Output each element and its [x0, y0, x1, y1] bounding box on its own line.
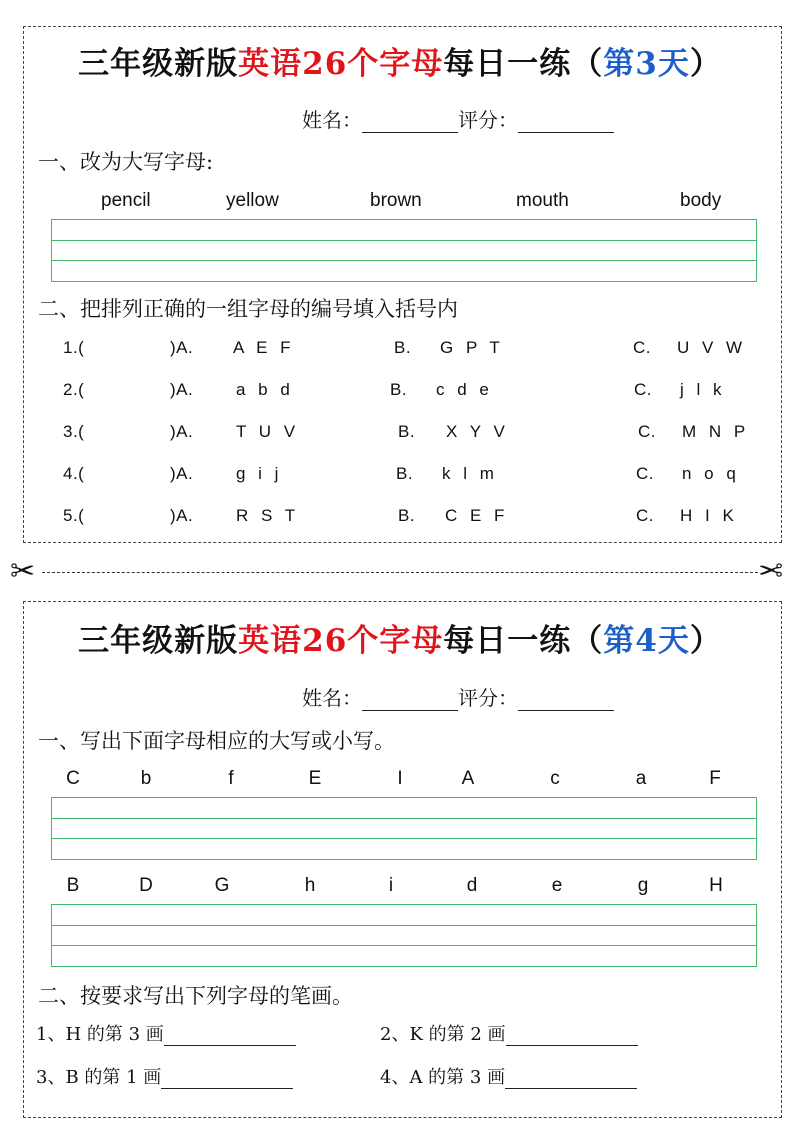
letter: F — [709, 768, 721, 789]
answer-bracket-close: )A. — [170, 464, 194, 483]
option-c: H I K — [680, 506, 738, 525]
option-a: g i j — [236, 464, 283, 483]
cut-line — [42, 572, 758, 573]
word: brown — [370, 190, 422, 211]
option-c-label: C. — [634, 380, 652, 399]
word: pencil — [101, 190, 151, 211]
score-field[interactable] — [518, 114, 614, 133]
answer-bracket-close: )A. — [170, 422, 194, 441]
day3-section1-heading: 一、改为大写字母: — [38, 150, 214, 174]
letter: c — [550, 768, 560, 789]
score-label: 评分： — [458, 108, 518, 132]
option-c: M N P — [682, 422, 750, 441]
option-b: k l m — [442, 464, 498, 483]
answer-bracket-close: )A. — [170, 380, 194, 399]
option-b: G P T — [440, 338, 504, 357]
day3-writing-lines[interactable] — [51, 219, 757, 282]
stroke-question: 1、H 的第 3 画 — [36, 1020, 296, 1046]
answer-bracket-close: )A. — [170, 506, 194, 525]
stroke-question: 3、B 的第 1 画 — [36, 1063, 293, 1089]
score-field[interactable] — [518, 692, 614, 711]
letter: a — [635, 768, 647, 789]
letter: f — [228, 768, 234, 789]
letter: i — [388, 875, 394, 896]
option-c: U V W — [677, 338, 747, 357]
option-b-label: B. — [390, 380, 408, 399]
name-field[interactable] — [362, 692, 458, 711]
letter: B — [66, 875, 80, 896]
option-a: R S T — [236, 506, 300, 525]
letter: b — [140, 768, 152, 789]
letter: I — [397, 768, 403, 789]
day4-writing-lines-2[interactable] — [51, 904, 757, 967]
option-b-label: B. — [394, 338, 412, 357]
name-label: 姓名： — [302, 108, 362, 132]
answer-blank[interactable] — [161, 1070, 293, 1089]
letter: H — [709, 875, 723, 896]
day3-section2-heading: 二、把排列正确的一组字母的编号填入括号内 — [38, 297, 458, 321]
day3-name-score-row — [302, 104, 614, 133]
word: yellow — [226, 190, 279, 211]
letter: h — [304, 875, 316, 896]
day4-writing-lines-1[interactable] — [51, 797, 757, 860]
scissors-icon: ✂ — [758, 554, 784, 589]
letter: D — [139, 875, 153, 896]
option-c-label: C. — [636, 506, 654, 525]
option-c-label: C. — [638, 422, 656, 441]
letter: g — [637, 875, 649, 896]
letter: e — [551, 875, 563, 896]
letter: C — [66, 768, 80, 789]
letter: G — [214, 875, 230, 896]
word: body — [680, 190, 722, 211]
question-number: 5.( — [63, 506, 85, 525]
option-c: j l k — [680, 380, 726, 399]
letter: d — [466, 875, 478, 896]
stroke-question: 2、K 的第 2 画 — [380, 1020, 638, 1046]
word: mouth — [516, 190, 569, 211]
day4-section2-heading: 二、按要求写出下列字母的笔画。 — [38, 984, 353, 1008]
option-a: A E F — [233, 338, 295, 357]
stroke-question: 4、A 的第 3 画 — [380, 1063, 637, 1089]
question-number: 4.( — [63, 464, 85, 483]
option-a: T U V — [236, 422, 300, 441]
answer-blank[interactable] — [506, 1027, 638, 1046]
answer-blank[interactable] — [505, 1070, 637, 1089]
option-a: a b d — [236, 380, 294, 399]
letter: A — [461, 768, 475, 789]
option-b-label: B. — [398, 422, 416, 441]
answer-blank[interactable] — [164, 1027, 296, 1046]
option-c-label: C. — [633, 338, 651, 357]
name-field[interactable] — [362, 114, 458, 133]
question-number: 3.( — [63, 422, 85, 441]
name-label: 姓名： — [302, 686, 362, 710]
scissors-icon: ✂ — [10, 554, 36, 589]
option-b-label: B. — [398, 506, 416, 525]
option-b-label: B. — [396, 464, 414, 483]
day4-name-score-row — [302, 682, 614, 711]
option-c-label: C. — [636, 464, 654, 483]
option-b: c d e — [436, 380, 493, 399]
option-b: X Y V — [446, 422, 509, 441]
letter: E — [308, 768, 322, 789]
day3-title: 三年级新版英语26个字母每日一练（第3天） — [78, 46, 722, 82]
day4-section1-heading: 一、写出下面字母相应的大写或小写。 — [38, 729, 395, 753]
score-label: 评分： — [458, 686, 518, 710]
answer-bracket-close: )A. — [170, 338, 194, 357]
option-b: C E F — [445, 506, 509, 525]
day4-title: 三年级新版英语26个字母每日一练（第4天） — [78, 623, 722, 659]
question-number: 1.( — [63, 338, 85, 357]
option-c: n o q — [682, 464, 740, 483]
question-number: 2.( — [63, 380, 85, 399]
